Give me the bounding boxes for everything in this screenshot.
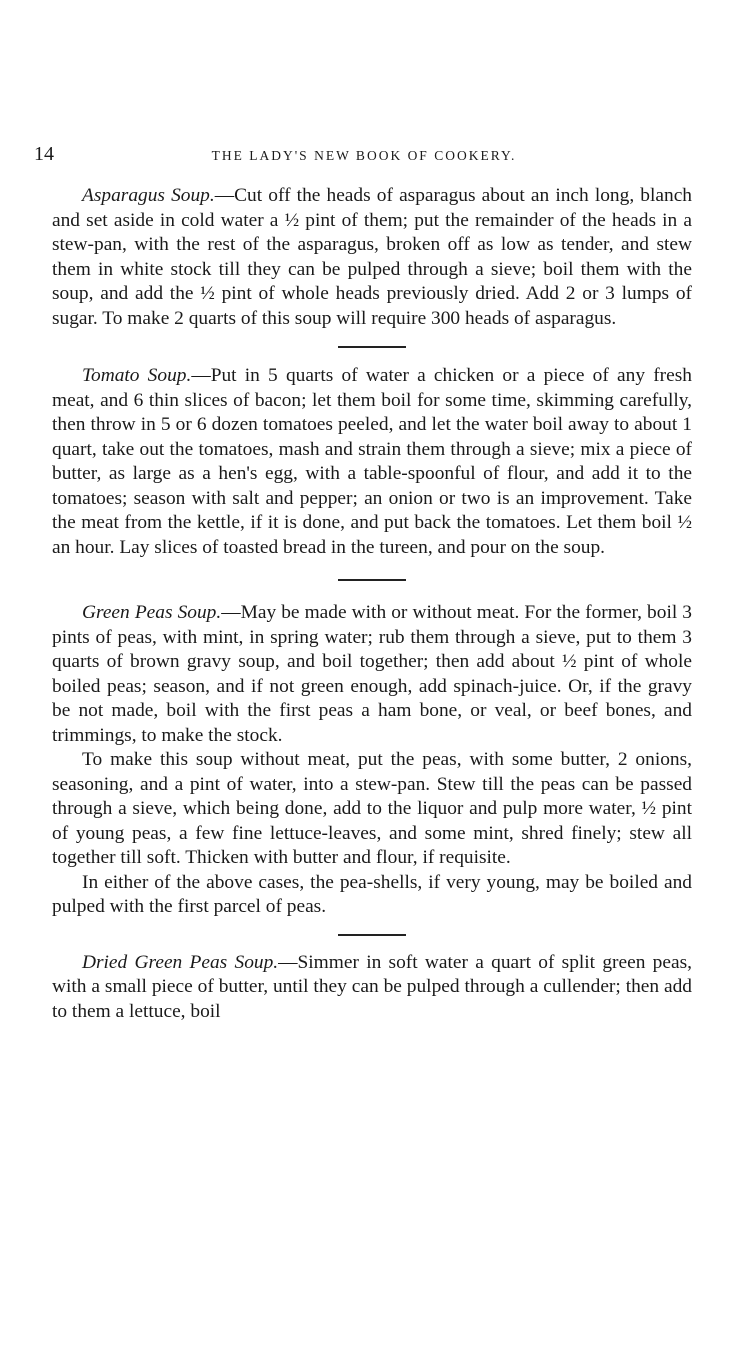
recipe-text: —Cut off the heads of asparagus about an inch long, blanch and set aside in cold water a ½ pint of them; put the remainder of the heads in a stew-pan, with the rest of the asparagus, broken off as low as tender, and stew them in white stock till they can be pulped through a sieve; boil them with the soup, and add the ½ pint of whole heads previously dried. Add 2 or 3 lumps of sugar. To make 2 quarts of this soup will require 300 heads of asparagus. (52, 185, 692, 329)
recipe-text: —Put in 5 quarts of water a chicken or a piece of any fresh meat, and 6 thin slices of bacon; let them boil for some time, skimming carefully, then throw in 5 or 6 dozen tomatoes peeled, and let the water boil away to about 1 quart, take out the tomatoes, mash and strain them through a sieve; mix a piece of butter, as large as a hen's egg, with a table-spoonful of flour, and add it to the tomatoes; season with salt and pepper; an onion or two is an improvement. Take the meat from the kettle, if it is done, and put back the tomatoes. Let them boil ½ an hour. Lay slices of toasted bread in the tureen, and pour on the soup. (52, 365, 692, 558)
recipe-title: Asparagus Soup. (82, 185, 215, 206)
asparagus-soup-paragraph (52, 184, 692, 331)
running-head: THE LADY'S NEW BOOK OF COOKERY. (211, 148, 517, 163)
section-divider (338, 934, 406, 936)
page-number: 14 (34, 143, 54, 165)
green-peas-soup-paragraph: To make this soup without meat, put the peas, with some butter, 2 onions, seasoning, and a pint of water, into a stew-pan. Stew till the peas can be passed through a sieve, which being done, add to the liquor and pulp more water, ½ pint of young peas, a few fine lettuce-leaves, and some mint, shred finely; stew all together till soft. Thicken with butter and flour, if requisite. (52, 749, 692, 868)
green-peas-soup-paragraph (52, 601, 692, 748)
section-divider (338, 346, 406, 348)
recipe-text: —Simmer in soft water a quart of split green peas, with a small piece of butter, until they can be pulped through a cullender; then add to them a lettuce, boil (52, 951, 692, 1022)
section-divider (338, 579, 406, 581)
page-header (34, 143, 694, 167)
tomato-soup-paragraph (52, 364, 692, 560)
recipe-title: Dried Green Peas Soup. (82, 951, 279, 973)
page-body (52, 184, 692, 1024)
recipe-title: Tomato Soup. (82, 365, 192, 386)
dried-green-peas-soup-paragraph (52, 951, 692, 1025)
green-peas-soup-paragraph: In either of the above cases, the pea-shells, if very young, may be boiled and pulped with the first parcel of peas. (52, 871, 692, 917)
recipe-title: Green Peas Soup. (82, 602, 222, 623)
recipe-text: —May be made with or without meat. For the former, boil 3 pints of peas, with mint, in spring water; rub them through a sieve, put to them 3 quarts of brown gravy soup, and boil together; then add about ½ pint of whole boiled peas; season, and if not green enough, add spinach-juice. Or, if the gravy be not made, boil with the first peas a ham bone, or veal, or beef bones, and trimmings, to make the stock. (52, 602, 692, 746)
